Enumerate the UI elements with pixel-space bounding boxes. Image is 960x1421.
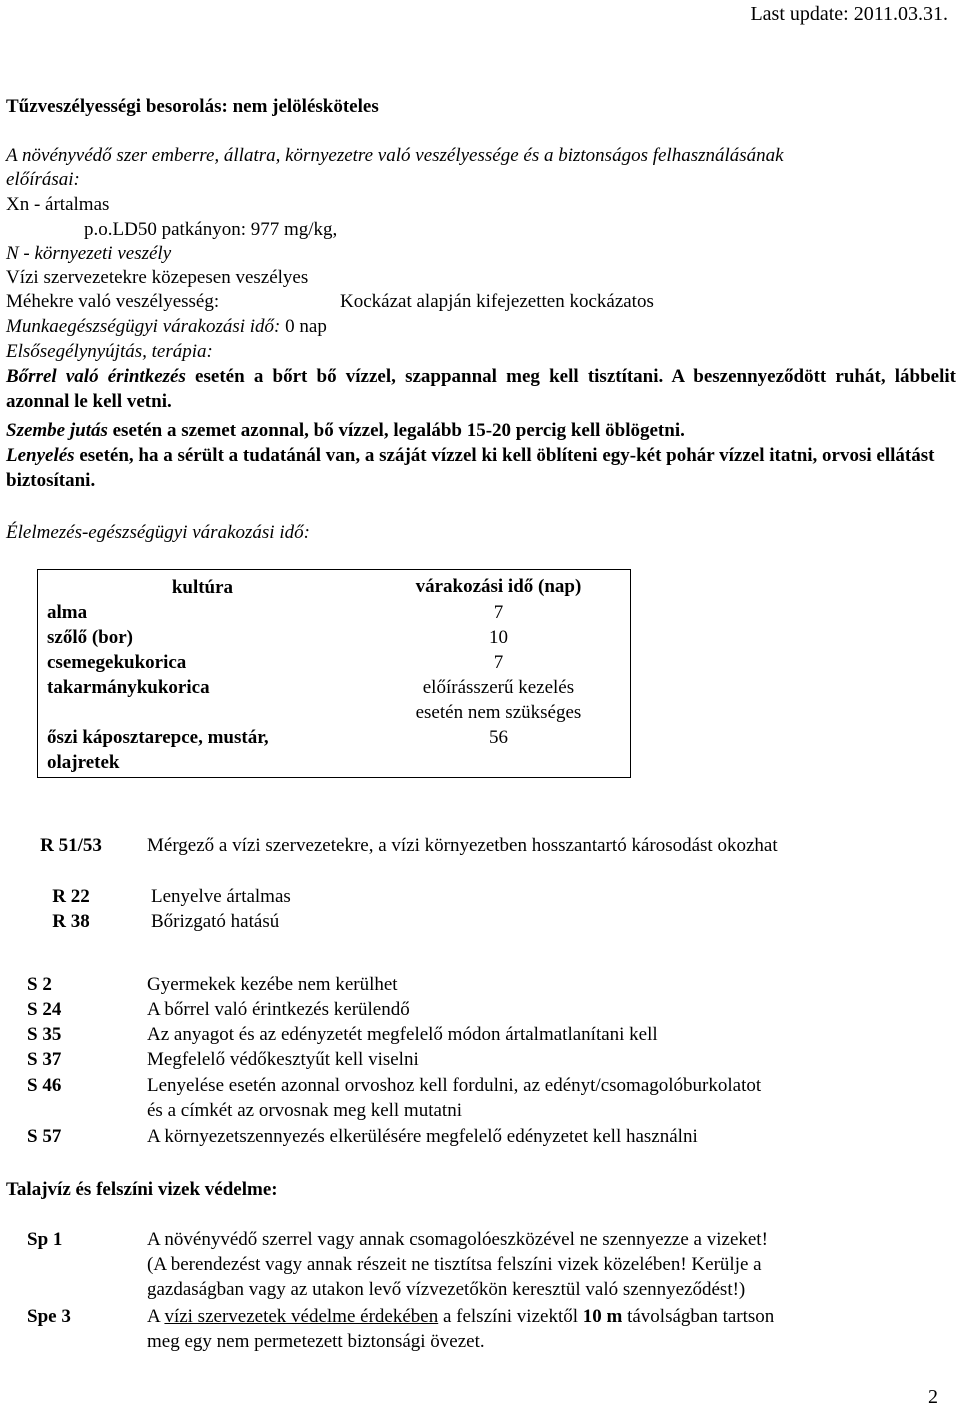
aquatic-hazard: Vízi szervezetekre közepesen veszélyes: [6, 267, 309, 288]
s-phrase-text: és a címkét az orvosnak meg kell mutatni: [147, 1100, 462, 1121]
wait-cell: 7: [493, 652, 504, 673]
crop-cell: szőlő (bor): [47, 627, 134, 648]
table-row: [38, 600, 631, 625]
r-phrase-code: R 51/53: [40, 835, 102, 856]
spe3-underlined: vízi szervezetek védelme érdekében: [164, 1306, 439, 1327]
s-phrase-text: Lenyelése esetén azonnal orvoshoz kell fordulni, az edényt/csomagolóburkolatot: [147, 1075, 762, 1096]
hazard-heading-line2: előírásai:: [6, 169, 80, 190]
s-phrase-code: S 24: [27, 999, 62, 1020]
fire-classification: [6, 95, 379, 120]
spe3-mid: a felszíni vizektől: [438, 1306, 583, 1327]
skin-contact-label: Bőrrel való érintkezés: [6, 366, 186, 387]
s-phrase-text: A bőrrel való érintkezés kerülendő: [147, 999, 410, 1020]
r-phrase-code: R 38: [52, 911, 90, 932]
crop-cell: őszi káposztarepce, mustár, olajretek: [47, 727, 269, 773]
wait-cell: 56: [488, 727, 508, 748]
r-phrase-text: Bőrizgató hatású: [151, 911, 280, 932]
table-row: [38, 675, 631, 725]
env-hazard: N - környezeti veszély: [6, 243, 172, 264]
skin-contact-paragraph: [6, 365, 956, 414]
swallow-label: Lenyelés: [6, 445, 75, 466]
r-phrase-text: Mérgező a vízi szervezetekre, a vízi környezetben hosszantartó károsodást okozhat: [147, 835, 778, 856]
spe3-line2: meg egy nem permetezett biztonsági övezet.: [147, 1331, 485, 1352]
last-update: Last update: 2011.03.31.: [750, 3, 948, 25]
spe3-line1: [147, 1305, 774, 1330]
table-row: [38, 725, 631, 778]
fire-value: nem jelölésköteles: [227, 96, 379, 117]
xn-classification: Xn - ártalmas: [6, 194, 110, 215]
sp1-line1: A növényvédő szerrel vagy annak csomagolóeszközével ne szennyezze a vizeket!: [147, 1229, 768, 1250]
sp1-code: Sp 1: [27, 1229, 63, 1250]
sp1-line2: (A berendezést vagy annak részeit ne tisztítsa felszíni vizek közelében! Kerülje a: [147, 1254, 762, 1275]
s-phrase-code: S 35: [27, 1024, 62, 1045]
table-row: [38, 650, 631, 675]
spe3-distance: 10 m: [582, 1306, 623, 1327]
waiting-period-table: [37, 569, 631, 778]
sp1-line3: gazdaságban vagy az utakon levő vízvezetőkön keresztül való szennyeződést!): [147, 1279, 746, 1300]
crop-cell: csemegekukorica: [47, 652, 187, 673]
s-phrase-text: Gyermekek kezébe nem kerülhet: [147, 974, 398, 995]
s-phrase-code: S 37: [27, 1049, 62, 1070]
spe3-pre: A: [147, 1306, 165, 1327]
s-phrase-text: A környezetszennyezés elkerülésére megfelelő edényzetet kell használni: [147, 1126, 698, 1147]
crop-cell: alma: [47, 602, 88, 623]
water-protection-heading: Talajvíz és felszíni vizek védelme:: [6, 1179, 278, 1200]
s-phrase-text: Megfelelő védőkesztyűt kell viselni: [147, 1049, 419, 1070]
hazard-heading-line1: A növényvédő szer emberre, állatra, környezetre való veszélyessége és a biztonságos felhasználásának: [6, 145, 784, 166]
s-phrase-code: S 2: [27, 974, 52, 995]
skin-contact-text: esetén a bőrt bő vízzel, szappannal meg kell tisztítani. A beszennyeződött ruhát, lábbelit azonnal le kell vetni.: [6, 366, 956, 412]
work-wait-value: 0 nap: [280, 316, 327, 337]
work-wait: [6, 315, 327, 340]
eye-contact-text: esetén a szemet azonnal, bő vízzel, legalább 15-20 percig kell öblögetni.: [107, 420, 685, 441]
spe3-code: Spe 3: [27, 1306, 71, 1327]
page-number: 2: [928, 1386, 938, 1408]
swallow-paragraph: [6, 444, 956, 493]
col-crop-header: kultúra: [171, 577, 234, 598]
fire-label: Tűzveszélyességi besorolás:: [6, 96, 228, 117]
bee-hazard-label: Méhekre való veszélyesség:: [6, 291, 220, 312]
eye-contact-paragraph: [6, 419, 956, 444]
crop-cell: takarmánykukorica: [47, 677, 210, 698]
r-phrase-code: R 22: [52, 886, 90, 907]
s-phrase-code: S 57: [27, 1126, 62, 1147]
bee-hazard-value: Kockázat alapján kifejezetten kockázatos: [340, 291, 654, 312]
ld50-value: p.o.LD50 patkányon: 977 mg/kg,: [84, 219, 338, 240]
work-wait-label: Munkaegészségügyi várakozási idő:: [6, 316, 281, 337]
spe3-post: távolságban tartson: [622, 1306, 775, 1327]
col-wait-header: várakozási idő (nap): [415, 576, 582, 597]
wait-cell: előírásszerű kezelés esetén nem szükséges: [415, 677, 582, 723]
table-header-row: [38, 570, 631, 601]
wait-cell: 10: [488, 627, 508, 648]
r-phrase-text: Lenyelve ártalmas: [151, 886, 291, 907]
eye-contact-label: Szembe jutás: [6, 420, 108, 441]
s-phrase-text: Az anyagot és az edényzetét megfelelő módon ártalmatlanítani kell: [147, 1024, 658, 1045]
swallow-text: esetén, ha a sérült a tudatánál van, a száját vízzel ki kell öblíteni egy-két pohár vízzel itatni, orvosi ellátást biztosítani.: [6, 445, 935, 491]
food-wait-heading: Élelmezés-egészségügyi várakozási idő:: [6, 522, 310, 543]
s-phrase-code: S 46: [27, 1075, 62, 1096]
table-row: [38, 625, 631, 650]
first-aid-label: Elsősegélynyújtás, terápia:: [6, 341, 213, 362]
wait-cell: 7: [493, 602, 504, 623]
